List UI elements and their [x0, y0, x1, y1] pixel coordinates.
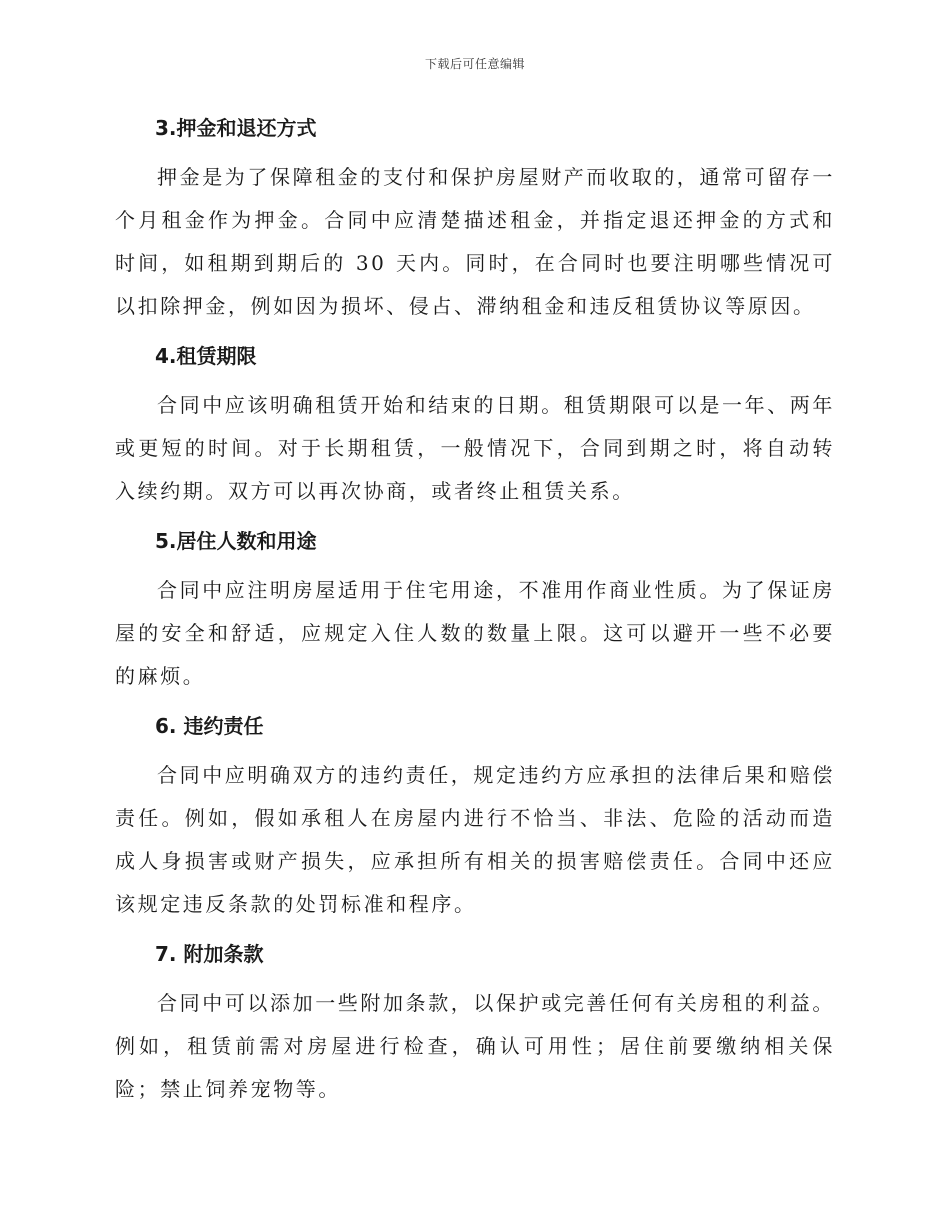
page-header: 下载后可任意编辑 [424, 57, 525, 71]
section-lease-term [115, 336, 835, 513]
section-paragraph: 押金是为了保障租金的支付和保护房屋财产而收取的，通常可留存一个月租金作为押金。合同中应清楚描述租金，并指定退还押金的方式和时间，如租期到期后的 30 天内。同时，在合同时也要注明哪些情况可以扣除押金，例如因为损坏、侵占、滞纳租金和违反租赁协议等原因。 [115, 165, 835, 318]
section-heading: 3.押金和退还方式 [155, 116, 317, 140]
section-additional-terms [115, 934, 835, 1111]
section-paragraph: 合同中应该明确租赁开始和结束的日期。租赁期限可以是一年、两年或更短的时间。对于长期租赁，一般情况下，合同到期之时，将自动转入续约期。双方可以再次协商，或者终止租赁关系。 [115, 393, 835, 503]
section-deposit [115, 108, 835, 328]
section-paragraph: 合同中可以添加一些附加条款，以保护或完善任何有关房租的利益。例如，租赁前需对房屋进行检查，确认可用性；居住前要缴纳相关保险；禁止饲养宠物等。 [115, 991, 835, 1101]
section-heading: 6. 违约责任 [155, 714, 264, 738]
section-paragraph: 合同中应明确双方的违约责任，规定违约方应承担的法律后果和赔偿责任。例如，假如承租人在房屋内进行不恰当、非法、危险的活动而造成人身损害或财产损失，应承担所有相关的损害赔偿责任。合同中还应该规定违反条款的处罚标准和程序。 [115, 763, 835, 916]
section-occupancy [115, 521, 835, 698]
section-paragraph: 合同中应注明房屋适用于住宅用途，不准用作商业性质。为了保证房屋的安全和舒适，应规定入住人数的数量上限。这可以避开一些不必要的麻烦。 [115, 578, 835, 688]
section-heading: 5.居住人数和用途 [155, 529, 317, 553]
section-heading: 7. 附加条款 [155, 942, 264, 966]
document-body [115, 108, 835, 1119]
section-liability [115, 706, 835, 926]
section-heading: 4.租赁期限 [155, 344, 257, 368]
